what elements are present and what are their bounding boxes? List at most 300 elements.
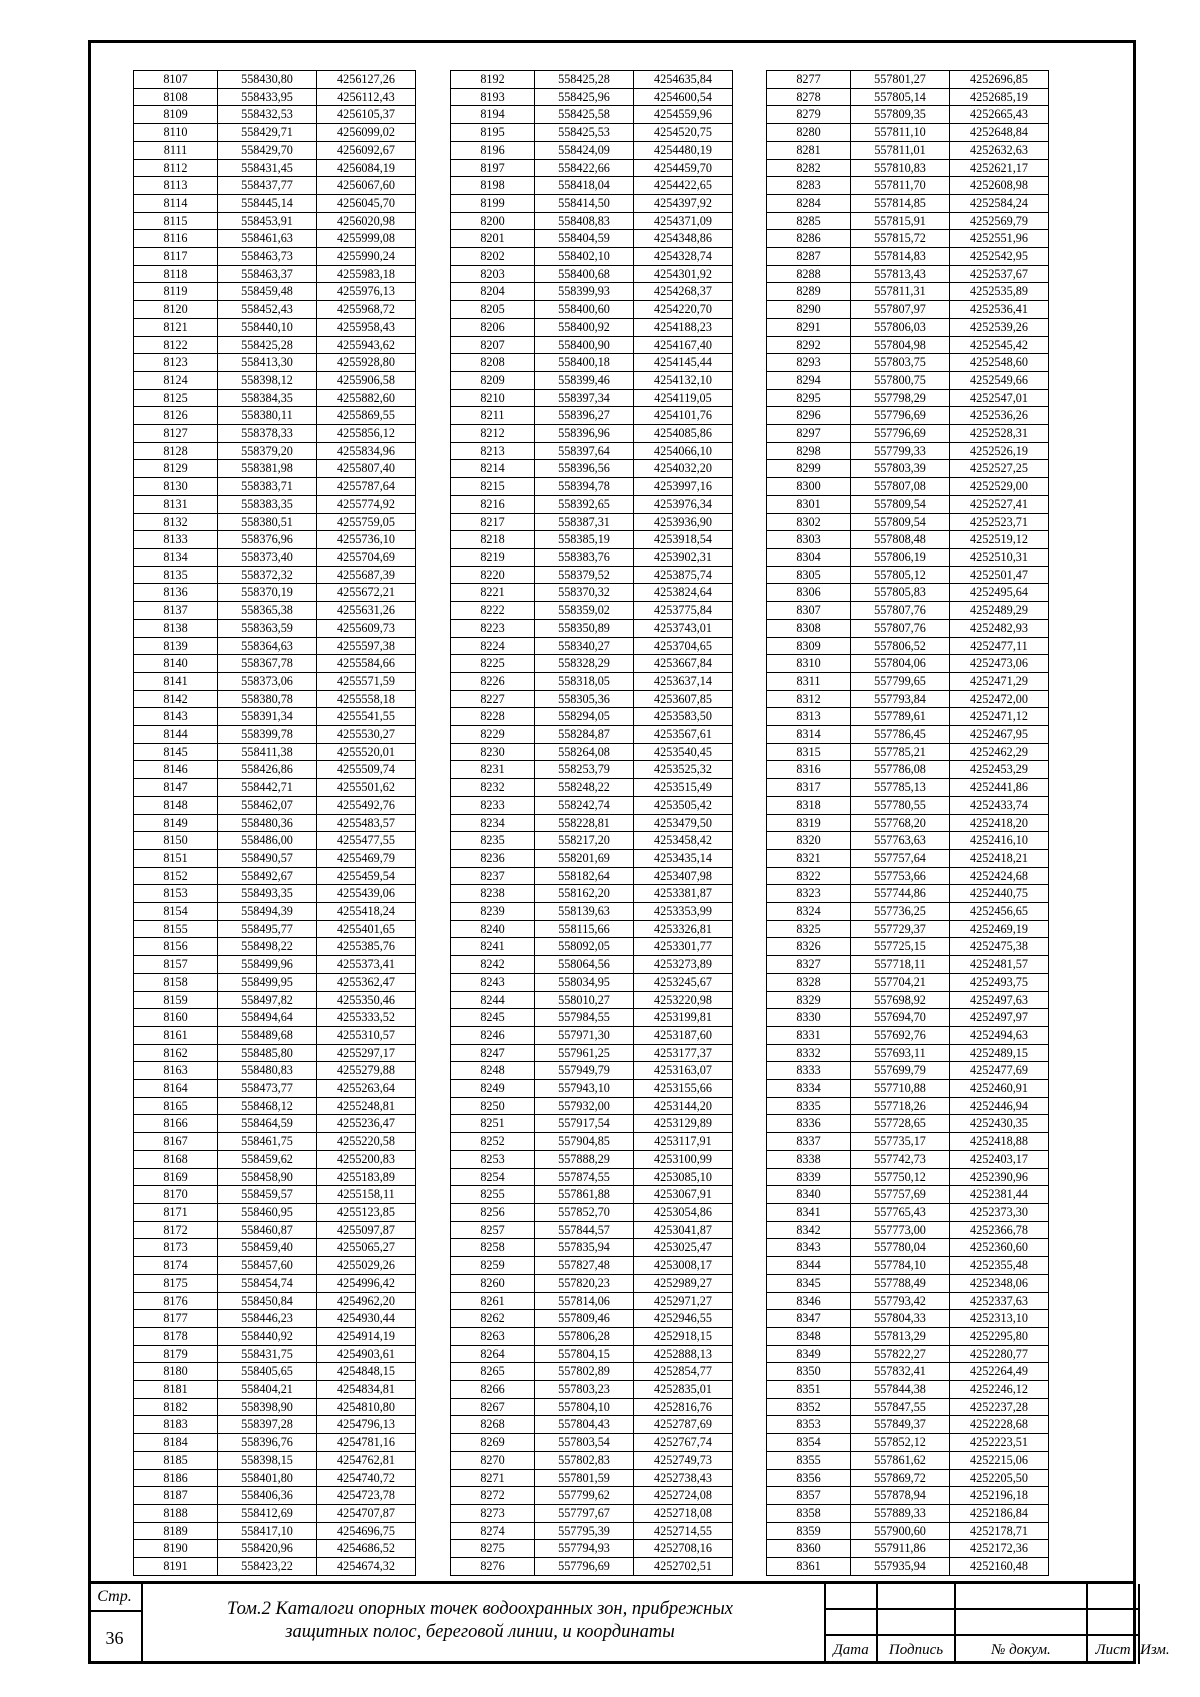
point-number: 8236 (451, 849, 535, 867)
y-coordinate: 4254268,37 (634, 283, 733, 301)
x-coordinate: 557728,65 (851, 1115, 950, 1133)
y-coordinate: 4253997,16 (634, 478, 733, 496)
point-number: 8227 (451, 690, 535, 708)
y-coordinate: 4252536,26 (950, 407, 1049, 425)
table-row (451, 1416, 733, 1434)
table-row (767, 956, 1049, 974)
table-row (451, 849, 733, 867)
x-coordinate: 557803,23 (535, 1381, 634, 1399)
y-coordinate: 4253085,10 (634, 1168, 733, 1186)
coordinate-catalog (133, 70, 1113, 1574)
y-coordinate: 4254422,65 (634, 177, 733, 195)
x-coordinate: 558378,33 (218, 425, 317, 443)
point-number: 8188 (134, 1504, 218, 1522)
y-coordinate: 4254459,70 (634, 159, 733, 177)
x-coordinate: 558494,64 (218, 1009, 317, 1027)
x-coordinate: 557852,12 (851, 1434, 950, 1452)
y-coordinate: 4255401,65 (317, 920, 416, 938)
point-number: 8178 (134, 1327, 218, 1345)
point-number: 8139 (134, 637, 218, 655)
y-coordinate: 4252264,49 (950, 1363, 1049, 1381)
revision-cell (1088, 1584, 1140, 1610)
x-coordinate: 558115,66 (535, 920, 634, 938)
point-number: 8211 (451, 407, 535, 425)
x-coordinate: 557911,86 (851, 1540, 950, 1558)
table-row (134, 124, 416, 142)
y-coordinate: 4252888,13 (634, 1345, 733, 1363)
point-number: 8287 (767, 248, 851, 266)
signature-label: Подпись (878, 1636, 956, 1664)
table-row (451, 690, 733, 708)
table-row (451, 336, 733, 354)
table-row (767, 1080, 1049, 1098)
y-coordinate: 4252473,06 (950, 655, 1049, 673)
table-row (767, 1416, 1049, 1434)
table-row (134, 1257, 416, 1275)
x-coordinate: 557784,10 (851, 1257, 950, 1275)
x-coordinate: 558406,36 (218, 1487, 317, 1505)
table-row (767, 548, 1049, 566)
y-coordinate: 4255736,10 (317, 531, 416, 549)
table-row (767, 708, 1049, 726)
table-row (134, 1434, 416, 1452)
table-row (767, 1009, 1049, 1027)
y-coordinate: 4253155,66 (634, 1080, 733, 1098)
x-coordinate: 557725,15 (851, 938, 950, 956)
x-coordinate: 558396,27 (535, 407, 634, 425)
table-row (134, 584, 416, 602)
table-row (451, 1115, 733, 1133)
point-number: 8170 (134, 1186, 218, 1204)
y-coordinate: 4254520,75 (634, 124, 733, 142)
point-number: 8114 (134, 194, 218, 212)
point-number: 8331 (767, 1026, 851, 1044)
table-row (767, 407, 1049, 425)
x-coordinate: 558454,74 (218, 1274, 317, 1292)
y-coordinate: 4252702,51 (634, 1558, 733, 1576)
x-coordinate: 557809,54 (851, 513, 950, 531)
table-row (767, 230, 1049, 248)
table-row (451, 920, 733, 938)
y-coordinate: 4252418,21 (950, 849, 1049, 867)
y-coordinate: 4252749,73 (634, 1451, 733, 1469)
x-coordinate: 557804,98 (851, 336, 950, 354)
table-row (767, 336, 1049, 354)
document-title-line-1: Том.2 Каталоги опорных точек водоохранных зон, прибрежных (226, 1599, 733, 1619)
x-coordinate: 558459,40 (218, 1239, 317, 1257)
y-coordinate: 4252453,29 (950, 761, 1049, 779)
y-coordinate: 4252497,63 (950, 991, 1049, 1009)
table-row (451, 106, 733, 124)
x-coordinate: 558446,23 (218, 1310, 317, 1328)
y-coordinate: 4255584,66 (317, 655, 416, 673)
table-row (767, 637, 1049, 655)
point-number: 8109 (134, 106, 218, 124)
y-coordinate: 4255530,27 (317, 726, 416, 744)
table-row (451, 956, 733, 974)
point-number: 8143 (134, 708, 218, 726)
y-coordinate: 4252724,08 (634, 1487, 733, 1505)
x-coordinate: 558383,71 (218, 478, 317, 496)
x-coordinate: 558242,74 (535, 796, 634, 814)
point-number: 8265 (451, 1363, 535, 1381)
point-number: 8277 (767, 71, 851, 89)
point-number: 8332 (767, 1044, 851, 1062)
y-coordinate: 4254397,92 (634, 194, 733, 212)
x-coordinate: 557809,35 (851, 106, 950, 124)
y-coordinate: 4252537,67 (950, 265, 1049, 283)
point-number: 8348 (767, 1327, 851, 1345)
point-number: 8316 (767, 761, 851, 779)
point-number: 8238 (451, 885, 535, 903)
table-row (134, 602, 416, 620)
point-number: 8317 (767, 779, 851, 797)
point-number: 8119 (134, 283, 218, 301)
y-coordinate: 4253435,14 (634, 849, 733, 867)
table-row (767, 1469, 1049, 1487)
table-row (767, 513, 1049, 531)
x-coordinate: 557693,11 (851, 1044, 950, 1062)
point-number: 8356 (767, 1469, 851, 1487)
y-coordinate: 4255999,08 (317, 230, 416, 248)
y-coordinate: 4252416,10 (950, 832, 1049, 850)
point-number: 8216 (451, 495, 535, 513)
table-row (451, 1310, 733, 1328)
y-coordinate: 4253743,01 (634, 619, 733, 637)
y-coordinate: 4254032,20 (634, 460, 733, 478)
x-coordinate: 557804,43 (535, 1416, 634, 1434)
point-number: 8108 (134, 88, 218, 106)
x-coordinate: 557803,75 (851, 354, 950, 372)
x-coordinate: 558417,10 (218, 1522, 317, 1540)
table-row (134, 265, 416, 283)
x-coordinate: 558387,31 (535, 513, 634, 531)
point-number: 8146 (134, 761, 218, 779)
table-row (767, 248, 1049, 266)
x-coordinate: 558248,22 (535, 779, 634, 797)
x-coordinate: 558379,52 (535, 566, 634, 584)
point-number: 8206 (451, 318, 535, 336)
point-number: 8226 (451, 672, 535, 690)
x-coordinate: 558453,91 (218, 212, 317, 230)
x-coordinate: 558400,92 (535, 318, 634, 336)
table-row (451, 548, 733, 566)
point-number: 8293 (767, 354, 851, 372)
y-coordinate: 4254119,05 (634, 389, 733, 407)
table-row (451, 726, 733, 744)
y-coordinate: 4255597,38 (317, 637, 416, 655)
table-row (451, 1469, 733, 1487)
point-number: 8336 (767, 1115, 851, 1133)
point-number: 8169 (134, 1168, 218, 1186)
x-coordinate: 557757,64 (851, 849, 950, 867)
x-coordinate: 558380,78 (218, 690, 317, 708)
table-row (134, 248, 416, 266)
table-row (134, 548, 416, 566)
y-coordinate: 4255097,87 (317, 1221, 416, 1239)
x-coordinate: 558460,87 (218, 1221, 317, 1239)
x-coordinate: 557799,62 (535, 1487, 634, 1505)
table-row (767, 177, 1049, 195)
table-row (767, 566, 1049, 584)
x-coordinate: 558401,80 (218, 1469, 317, 1487)
y-coordinate: 4252160,48 (950, 1558, 1049, 1576)
table-row (134, 371, 416, 389)
point-number: 8247 (451, 1044, 535, 1062)
point-number: 8284 (767, 194, 851, 212)
y-coordinate: 4255541,55 (317, 708, 416, 726)
point-number: 8173 (134, 1239, 218, 1257)
table-row (451, 248, 733, 266)
table-row (451, 1363, 733, 1381)
x-coordinate: 558396,76 (218, 1434, 317, 1452)
x-coordinate: 558064,56 (535, 956, 634, 974)
x-coordinate: 557813,29 (851, 1327, 950, 1345)
table-row (134, 920, 416, 938)
point-number: 8144 (134, 726, 218, 744)
table-row (134, 1487, 416, 1505)
y-coordinate: 4252696,85 (950, 71, 1049, 89)
x-coordinate: 557742,73 (851, 1150, 950, 1168)
table-row (767, 495, 1049, 513)
table-row (767, 920, 1049, 938)
table-row (451, 124, 733, 142)
y-coordinate: 4252528,31 (950, 425, 1049, 443)
point-number: 8153 (134, 885, 218, 903)
table-row (134, 1416, 416, 1434)
x-coordinate: 557763,63 (851, 832, 950, 850)
point-number: 8197 (451, 159, 535, 177)
y-coordinate: 4253479,50 (634, 814, 733, 832)
point-number: 8263 (451, 1327, 535, 1345)
x-coordinate: 557699,79 (851, 1062, 950, 1080)
y-coordinate: 4253607,85 (634, 690, 733, 708)
x-coordinate: 557718,11 (851, 956, 950, 974)
page-number: 36 (88, 1612, 143, 1664)
y-coordinate: 4252313,10 (950, 1310, 1049, 1328)
table-row (451, 141, 733, 159)
table-row (451, 903, 733, 921)
y-coordinate: 4255418,24 (317, 903, 416, 921)
x-coordinate: 557704,21 (851, 973, 950, 991)
x-coordinate: 557813,43 (851, 265, 950, 283)
table-row (767, 619, 1049, 637)
y-coordinate: 4255200,83 (317, 1150, 416, 1168)
x-coordinate: 558445,14 (218, 194, 317, 212)
x-coordinate: 558462,07 (218, 796, 317, 814)
x-coordinate: 558440,10 (218, 318, 317, 336)
y-coordinate: 4255279,88 (317, 1062, 416, 1080)
x-coordinate: 558430,80 (218, 71, 317, 89)
x-coordinate: 558480,83 (218, 1062, 317, 1080)
y-coordinate: 4253667,84 (634, 655, 733, 673)
point-number: 8133 (134, 531, 218, 549)
point-number: 8338 (767, 1150, 851, 1168)
table-row (451, 1097, 733, 1115)
table-row (134, 956, 416, 974)
table-row (767, 389, 1049, 407)
y-coordinate: 4253177,37 (634, 1044, 733, 1062)
y-coordinate: 4255882,60 (317, 389, 416, 407)
x-coordinate: 557904,85 (535, 1133, 634, 1151)
table-row (767, 1540, 1049, 1558)
x-coordinate: 557917,54 (535, 1115, 634, 1133)
table-row (767, 460, 1049, 478)
point-number: 8324 (767, 903, 851, 921)
point-number: 8261 (451, 1292, 535, 1310)
table-row (767, 1044, 1049, 1062)
point-number: 8305 (767, 566, 851, 584)
point-number: 8208 (451, 354, 535, 372)
y-coordinate: 4255362,47 (317, 973, 416, 991)
point-number: 8278 (767, 88, 851, 106)
point-number: 8172 (134, 1221, 218, 1239)
y-coordinate: 4256084,19 (317, 159, 416, 177)
x-coordinate: 557869,72 (851, 1469, 950, 1487)
x-coordinate: 558497,82 (218, 991, 317, 1009)
table-row (767, 1310, 1049, 1328)
point-number: 8177 (134, 1310, 218, 1328)
point-number: 8174 (134, 1257, 218, 1275)
table-row (134, 1381, 416, 1399)
x-coordinate: 557961,25 (535, 1044, 634, 1062)
table-row (134, 336, 416, 354)
y-coordinate: 4252527,41 (950, 495, 1049, 513)
point-number: 8249 (451, 1080, 535, 1098)
y-coordinate: 4255248,81 (317, 1097, 416, 1115)
x-coordinate: 557799,33 (851, 442, 950, 460)
x-coordinate: 558400,68 (535, 265, 634, 283)
point-number: 8304 (767, 548, 851, 566)
table-row (451, 1381, 733, 1399)
y-coordinate: 4252854,77 (634, 1363, 733, 1381)
point-number: 8275 (451, 1540, 535, 1558)
y-coordinate: 4255333,52 (317, 1009, 416, 1027)
table-row (451, 1327, 733, 1345)
x-coordinate: 557806,52 (851, 637, 950, 655)
table-row (451, 265, 733, 283)
y-coordinate: 4254635,84 (634, 71, 733, 89)
y-coordinate: 4254930,44 (317, 1310, 416, 1328)
point-number: 8130 (134, 478, 218, 496)
table-row (134, 478, 416, 496)
catalog-table-2 (450, 70, 733, 1576)
point-number: 8167 (134, 1133, 218, 1151)
table-row (767, 1115, 1049, 1133)
y-coordinate: 4253326,81 (634, 920, 733, 938)
point-number: 8127 (134, 425, 218, 443)
title-block (88, 1581, 1170, 1664)
y-coordinate: 4252497,97 (950, 1009, 1049, 1027)
point-number: 8223 (451, 619, 535, 637)
y-coordinate: 4254085,86 (634, 425, 733, 443)
y-coordinate: 4253583,50 (634, 708, 733, 726)
y-coordinate: 4255501,62 (317, 779, 416, 797)
x-coordinate: 557692,76 (851, 1026, 950, 1044)
x-coordinate: 557971,30 (535, 1026, 634, 1044)
point-number: 8201 (451, 230, 535, 248)
x-coordinate: 557844,38 (851, 1381, 950, 1399)
table-row (767, 265, 1049, 283)
table-row (767, 354, 1049, 372)
y-coordinate: 4253902,31 (634, 548, 733, 566)
y-coordinate: 4253515,49 (634, 779, 733, 797)
point-number: 8142 (134, 690, 218, 708)
point-number: 8337 (767, 1133, 851, 1151)
point-number: 8270 (451, 1451, 535, 1469)
point-number: 8242 (451, 956, 535, 974)
table-row (767, 1363, 1049, 1381)
table-row (451, 442, 733, 460)
table-row (134, 726, 416, 744)
x-coordinate: 558370,19 (218, 584, 317, 602)
y-coordinate: 4252767,74 (634, 1434, 733, 1452)
y-coordinate: 4252495,64 (950, 584, 1049, 602)
point-number: 8168 (134, 1150, 218, 1168)
point-number: 8298 (767, 442, 851, 460)
x-coordinate: 558408,83 (535, 212, 634, 230)
y-coordinate: 4255158,11 (317, 1186, 416, 1204)
revision-cell (826, 1610, 878, 1636)
point-number: 8194 (451, 106, 535, 124)
y-coordinate: 4253505,42 (634, 796, 733, 814)
table-row (134, 159, 416, 177)
point-number: 8328 (767, 973, 851, 991)
y-coordinate: 4256092,67 (317, 141, 416, 159)
y-coordinate: 4252489,29 (950, 602, 1049, 620)
table-row (767, 672, 1049, 690)
x-coordinate: 558426,86 (218, 761, 317, 779)
point-number: 8306 (767, 584, 851, 602)
y-coordinate: 4255065,27 (317, 1239, 416, 1257)
y-coordinate: 4252467,95 (950, 726, 1049, 744)
y-coordinate: 4255509,74 (317, 761, 416, 779)
point-number: 8295 (767, 389, 851, 407)
point-number: 8204 (451, 283, 535, 301)
y-coordinate: 4255990,24 (317, 248, 416, 266)
table-row (134, 212, 416, 230)
table-row (451, 655, 733, 673)
x-coordinate: 557765,43 (851, 1204, 950, 1222)
point-number: 8300 (767, 478, 851, 496)
y-coordinate: 4252366,78 (950, 1221, 1049, 1239)
doc-number-label: № докум. (956, 1636, 1088, 1664)
point-number: 8244 (451, 991, 535, 1009)
table-row (767, 1327, 1049, 1345)
point-number: 8312 (767, 690, 851, 708)
table-row (134, 318, 416, 336)
table-row (767, 71, 1049, 89)
y-coordinate: 4252424,68 (950, 867, 1049, 885)
revision-cell (826, 1584, 878, 1610)
table-row (451, 1522, 733, 1540)
point-number: 8321 (767, 849, 851, 867)
point-number: 8147 (134, 779, 218, 797)
point-number: 8335 (767, 1097, 851, 1115)
table-row (451, 761, 733, 779)
point-number: 8349 (767, 1345, 851, 1363)
y-coordinate: 4252481,57 (950, 956, 1049, 974)
x-coordinate: 558489,68 (218, 1026, 317, 1044)
x-coordinate: 557809,46 (535, 1310, 634, 1328)
table-row (767, 371, 1049, 389)
x-coordinate: 557753,66 (851, 867, 950, 885)
x-coordinate: 558423,22 (218, 1558, 317, 1576)
x-coordinate: 558399,46 (535, 371, 634, 389)
point-number: 8161 (134, 1026, 218, 1044)
x-coordinate: 557874,55 (535, 1168, 634, 1186)
table-row (767, 442, 1049, 460)
